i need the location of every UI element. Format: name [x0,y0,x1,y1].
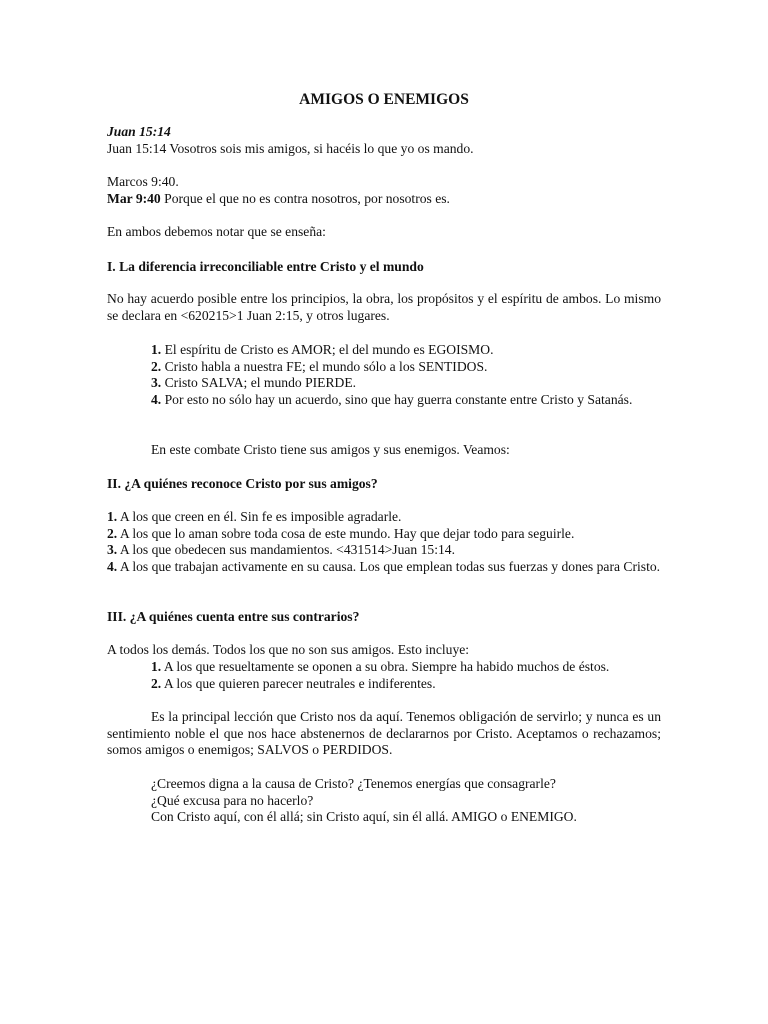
list-item [151,659,661,676]
verse-mar-label: Mar 9:40 [107,190,161,206]
list-item-number: 3. [107,542,118,557]
list-item-text: Cristo SALVA; el mundo PIERDE. [161,375,357,390]
list-item-number: 4. [151,391,162,407]
list-item [151,375,661,392]
section-3-heading: III. ¿A quiénes cuenta entre sus contrarios? [107,609,360,624]
closing-line: Con Cristo aquí, con él allá; sin Cristo aquí, sin él allá. AMIGO o ENEMIGO. [151,809,577,824]
document-title: AMIGOS O ENEMIGOS [299,91,469,108]
section-1-paragraph: No hay acuerdo posible entre los principios, la obra, los propósitos y el espíritu de ambos. Lo mismo se declara en <620215>1 Juan 2:15, y otros lugares. [107,291,661,323]
section-1-list [107,342,661,408]
verse-mar-text: Porque el que no es contra nosotros, por nosotros es. [160,190,450,206]
list-item-text: A los que quieren parecer neutrales e indiferentes. [161,675,436,691]
list-item-number: 2. [151,358,162,374]
list-item [107,509,661,526]
list-item-text: A los que trabajan activamente en su causa. Los que emplean todas sus fuerzas y dones para Cristo. [117,558,661,574]
list-item-number: 1. [107,509,118,524]
intro-text: En ambos debemos notar que se enseña: [107,224,326,239]
list-item-text: Cristo habla a nuestra FE; el mundo sólo a los SENTIDOS. [161,358,488,374]
verse-juan-reference: Juan 15:14 [107,124,171,139]
list-item-text: A los que obedecen sus mandamientos. <431514>Juan 15:14. [117,542,455,557]
section-3-closing [107,776,661,826]
section-2-heading: II. ¿A quiénes reconoce Cristo por sus amigos? [107,476,378,491]
list-item [151,342,661,359]
verse-marcos-reference: Marcos 9:40. [107,174,179,189]
verse-mar-line [107,191,661,208]
list-item [151,359,661,376]
verse-juan-text: Juan 15:14 Vosotros sois mis amigos, si hacéis lo que yo os mando. [107,140,474,156]
section-1-heading: I. La diferencia irreconciliable entre Cristo y el mundo [107,259,424,274]
section-2-list [107,509,661,575]
list-item [107,559,661,576]
list-item [107,526,661,543]
section-3-paragraph: Es la principal lección que Cristo nos da aquí. Tenemos obligación de servirlo; y nunca es un sentimiento noble el que nos hace abstenernos de declararnos por Cristo. Aceptamos o rechazamos; somos amigos o enemigos; SALVOS o PERDIDOS. [107,709,661,757]
closing-line: ¿Creemos digna a la causa de Cristo? ¿Tenemos energías que consagrarle? [151,776,556,791]
list-item-number: 4. [107,558,118,574]
list-item-text: A los que resueltamente se oponen a su obra. Siempre ha habido muchos de éstos. [161,659,610,674]
verse-juan [107,124,661,157]
section-3-list [107,659,661,692]
list-item [107,542,661,559]
list-item-text: Por esto no sólo hay un acuerdo, sino que hay guerra constante entre Cristo y Satanás. [161,391,633,407]
section-3-intro: A todos los demás. Todos los que no son sus amigos. Esto incluye: [107,642,470,657]
list-item-number: 2. [107,525,118,541]
list-item-text: A los que creen en él. Sin fe es imposible agradarle. [117,509,402,524]
list-item-number: 1. [151,342,162,357]
list-item [151,392,661,409]
list-item-number: 1. [151,659,162,674]
list-item-number: 2. [151,675,162,691]
list-item-text: El espíritu de Cristo es AMOR; el del mundo es EGOISMO. [161,342,494,357]
section-1-closing: En este combate Cristo tiene sus amigos y sus enemigos. Veamos: [151,442,510,457]
list-item-number: 3. [151,375,162,390]
verse-marcos [107,174,661,207]
list-item [151,676,661,693]
closing-line: ¿Qué excusa para no hacerlo? [151,792,314,808]
list-item-text: A los que lo aman sobre toda cosa de este mundo. Hay que dejar todo para seguirle. [117,525,575,541]
